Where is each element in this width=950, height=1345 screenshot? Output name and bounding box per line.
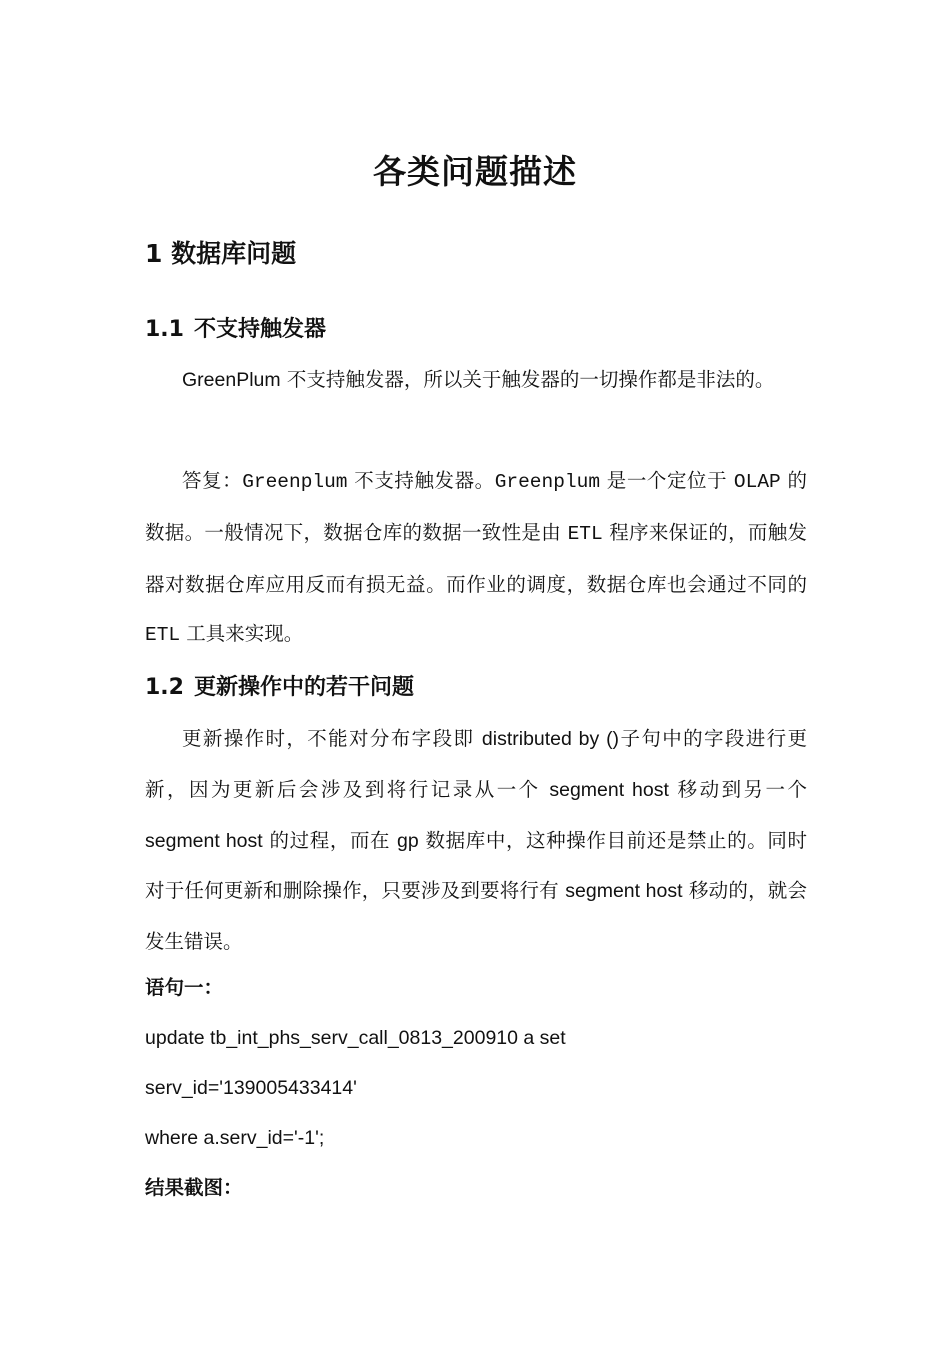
- section-heading-database-issues: 1 数据库问题: [145, 239, 297, 268]
- paragraph-greenplum-no-triggers: [145, 355, 807, 406]
- code-term: segment host: [549, 778, 669, 801]
- subsection-title: 更新操作中的若干问题: [193, 675, 414, 700]
- paragraph-text: 移动的，就会发生错误。: [145, 879, 807, 954]
- paragraph-text: 程序来保证的，而触发器对数据仓库应用反而有损无益。而作业的调度，数据仓库也会通过不同的: [145, 520, 808, 596]
- statement-label: 语句一：: [145, 976, 224, 999]
- result-screenshot-label: 结果截图：: [145, 1176, 243, 1199]
- code-term: gp: [396, 829, 419, 852]
- paragraph-text: 工具来实现。: [180, 622, 304, 646]
- brand-name: Greenplum: [494, 471, 601, 493]
- paragraph-answer: [145, 456, 807, 661]
- paragraph-update-restrictions: [145, 714, 807, 967]
- term-etl: ETL: [145, 624, 181, 647]
- paragraph-text: 移动到另一个: [668, 777, 808, 801]
- paragraph-text: 更新操作时，不能对分布字段即: [182, 727, 482, 750]
- brand-name: GreenPlum: [182, 369, 281, 391]
- subsection-heading-update-issues: [145, 671, 414, 705]
- code-term: distributed by (): [481, 728, 620, 750]
- code-term: segment host: [565, 880, 683, 903]
- sql-line-3: where a.serv_id='-1';: [145, 1127, 325, 1149]
- paragraph-text: 不支持触发器，所以关于触发器的一切操作都是非法的。: [280, 368, 775, 391]
- code-term: segment host: [145, 829, 263, 852]
- paragraph-text: 数据库中，这种操作目前还是禁止的。同时对于任何更新和删除操作，只要涉及到要将行有: [145, 828, 807, 903]
- paragraph-text: 的过程，而在: [262, 828, 397, 852]
- brand-name: Greenplum: [242, 471, 348, 493]
- paragraph-text: 的数据。一般情况下，数据仓库的数据一致性是由: [145, 469, 807, 544]
- subsection-heading-no-triggers: [145, 313, 326, 347]
- subsection-title: 不支持触发器: [193, 317, 326, 342]
- subsection-number: 1.1: [145, 317, 184, 342]
- sql-line-1: update tb_int_phs_serv_call_0813_200910 a set: [145, 1027, 566, 1049]
- paragraph-text: 子句中的字段进行更新，因为更新后会涉及到将行记录从一个: [145, 727, 807, 801]
- term-etl: ETL: [567, 522, 603, 545]
- sql-line-2: serv_id='139005433414': [145, 1077, 357, 1099]
- answer-lead: 答复：: [182, 469, 243, 492]
- subsection-number: 1.2: [145, 675, 184, 700]
- document-title: 各类问题描述: [373, 152, 577, 191]
- paragraph-text: 是一个定位于: [600, 469, 734, 492]
- term-olap: OLAP: [733, 471, 781, 493]
- paragraph-text: 不支持触发器。: [347, 469, 495, 492]
